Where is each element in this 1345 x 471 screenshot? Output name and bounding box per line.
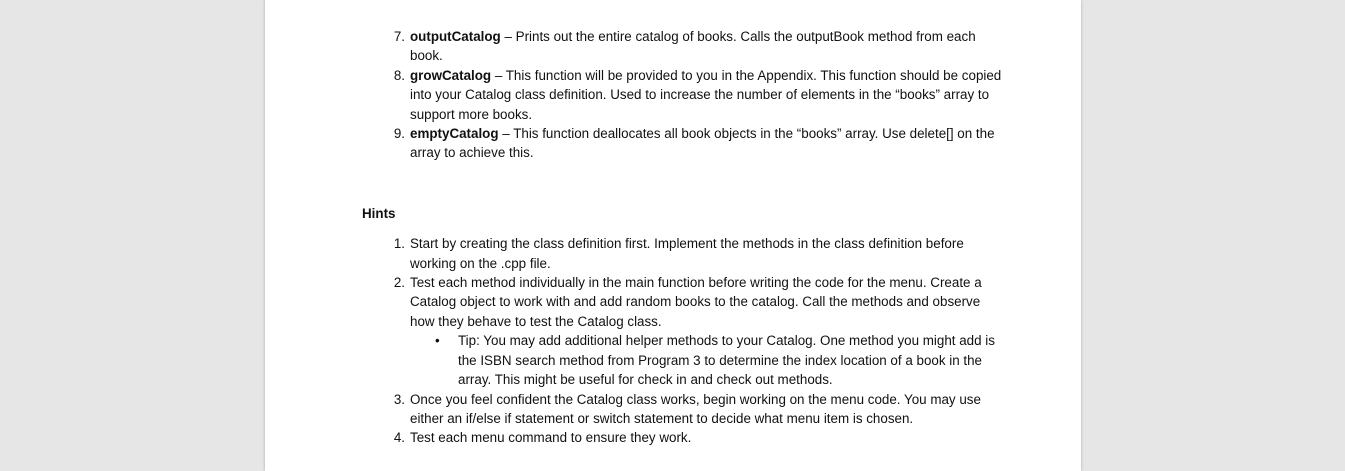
list-item	[362, 124, 1002, 163]
page-content	[362, 27, 1002, 448]
list-item	[362, 390, 1002, 429]
hints-heading: Hints	[362, 205, 396, 221]
bullet-icon: •	[435, 333, 440, 349]
method-description: – This function will be provided to you in the Appendix. This function should be copied into your Catalog class definition. Used to increase the number of elements in the “books” array to support more books.	[410, 67, 1002, 122]
item-number: 7.	[393, 29, 405, 44]
method-name: growCatalog	[410, 67, 492, 83]
item-number: 3.	[393, 391, 405, 407]
method-name: outputCatalog	[410, 29, 501, 44]
hint-text: Start by creating the class definition first. Implement the methods in the class definition before working on the .cpp file.	[410, 236, 964, 271]
list-item	[362, 428, 1002, 447]
document-page	[265, 0, 1081, 471]
tip-text: Tip: You may add additional helper methods to your Catalog. One method you might add is the ISBN search method from Program 3 to determine the index location of a book in the array. This might be useful for check in and check out methods.	[458, 333, 995, 388]
hint-text: Test each menu command to ensure they work.	[410, 430, 692, 446]
list-item	[362, 66, 1002, 124]
list-item	[362, 27, 1002, 66]
item-number: 8.	[393, 67, 405, 83]
hint-text: Once you feel confident the Catalog class works, begin working on the menu code. You may use either an if/else if statement or switch statement to decide what menu item is chosen.	[410, 391, 981, 426]
item-number: 9.	[393, 126, 405, 142]
method-description: – This function deallocates all book objects in the “books” array. Use delete[] on the array to achieve this.	[410, 126, 995, 161]
item-number: 2.	[393, 275, 405, 291]
method-name: emptyCatalog	[410, 126, 499, 142]
tip-item	[362, 331, 1002, 389]
item-number: 1.	[393, 236, 405, 252]
methods-list	[362, 27, 1002, 163]
hints-list	[362, 234, 1002, 447]
list-item	[362, 234, 1002, 273]
item-number: 4.	[393, 430, 405, 446]
list-item	[362, 273, 1002, 331]
method-description: – Prints out the entire catalog of books. Calls the outputBook method from each book.	[410, 29, 976, 64]
hint-text: Test each method individually in the main function before writing the code for the menu. Create a Catalog object to work with and add random books to the catalog. Call the methods and observe how they behave to test the Catalog class.	[410, 275, 982, 329]
